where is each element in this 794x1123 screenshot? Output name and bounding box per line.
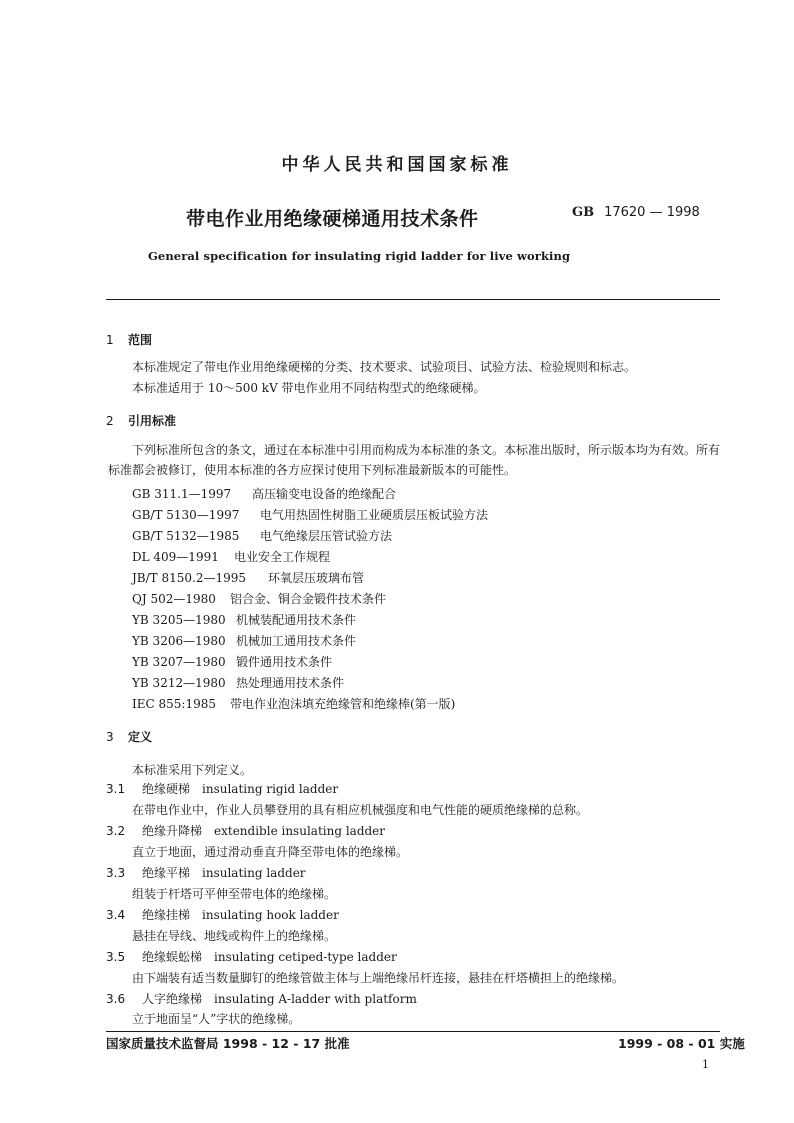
reference-code: JB/T 8150.2—1995 [132, 571, 247, 585]
section-1-heading [106, 331, 152, 348]
section-number: 2 [106, 414, 114, 428]
definition-heading [106, 905, 339, 925]
section-3-intro: 本标准采用下列定义。 [132, 763, 253, 777]
definition-term: 绝缘蜈蚣梯 [142, 950, 203, 964]
reference-code: IEC 855:1985 [132, 697, 216, 711]
reference-code: YB 3207—1980 [132, 655, 226, 669]
definition-heading [106, 989, 417, 1009]
standard-organization: 中华人民共和国国家标准 [281, 155, 513, 175]
reference-item [132, 505, 488, 525]
definition-heading [106, 779, 338, 799]
definition-number: 3.3 [106, 866, 126, 880]
definition-term-en: extendible insulating ladder [214, 824, 386, 838]
reference-item [132, 484, 396, 504]
reference-code: YB 3206—1980 [132, 634, 226, 648]
reference-code: GB 311.1—1997 [132, 487, 232, 501]
section-2-heading [106, 412, 176, 429]
definition-term: 绝缘挂梯 [142, 908, 191, 922]
definition-term: 人字绝缘梯 [142, 992, 203, 1006]
reference-item [132, 568, 364, 588]
definition-description: 由下端装有适当数量脚钉的绝缘管做主体与上端绝缘吊杆连接，悬挂在杆塔横担上的绝缘梯。 [132, 971, 625, 985]
implementation-date: 1999 - 08 - 01 实施 [618, 1036, 745, 1051]
definition-heading [106, 821, 385, 841]
definition-heading [106, 863, 306, 883]
definition-term: 绝缘硬梯 [142, 782, 191, 796]
standard-prefix: GB [572, 205, 595, 220]
definition-heading [106, 947, 397, 967]
definition-term: 绝缘平梯 [142, 866, 191, 880]
reference-title: 环氧层压玻璃布管 [268, 571, 365, 585]
document-title-en: General specification for insulating rigid ladder for live working [148, 249, 571, 263]
reference-item [132, 547, 330, 567]
definition-description: 在带电作业中，作业人员攀登用的具有相应机械强度和电气性能的硬质绝缘梯的总称。 [132, 803, 589, 817]
reference-item [132, 631, 356, 651]
reference-title: 机械装配通用技术条件 [236, 613, 357, 627]
definition-number: 3.4 [106, 908, 126, 922]
footer-rule [106, 1031, 720, 1032]
definition-description: 组装于杆塔可平伸至带电体的绝缘梯。 [132, 887, 337, 901]
standard-number [572, 205, 700, 220]
section-number: 3 [106, 730, 114, 744]
definition-number: 3.5 [106, 950, 126, 964]
page-number: 1 [702, 1058, 709, 1071]
reference-item [132, 589, 386, 609]
reference-title: 铝合金、铜合金锻件技术条件 [230, 592, 387, 606]
reference-title: 电气用热固性树脂工业硬质层压板试验方法 [260, 508, 489, 522]
section-title: 范围 [128, 333, 153, 347]
section-title: 引用标准 [128, 414, 177, 428]
reference-item [132, 526, 392, 546]
approval-date: 国家质量技术监督局 1998 - 12 - 17 批准 [106, 1036, 350, 1051]
document-title-cn: 带电作业用绝缘硬梯通用技术条件 [186, 208, 479, 230]
reference-title: 机械加工通用技术条件 [236, 634, 357, 648]
reference-item [132, 694, 455, 714]
definition-term: 绝缘升降梯 [142, 824, 203, 838]
section-1-paragraph: 本标准适用于 10～500 kV 带电作业用不同结构型式的绝缘硬梯。 [132, 381, 486, 395]
section-number: 1 [106, 333, 114, 347]
definition-number: 3.2 [106, 824, 126, 838]
reference-item [132, 652, 332, 672]
reference-item [132, 610, 356, 630]
definition-number: 3.6 [106, 992, 126, 1006]
reference-code: YB 3212—1980 [132, 676, 226, 690]
definition-description: 立于地面呈“人”字状的绝缘梯。 [132, 1012, 301, 1026]
definition-term-en: insulating ladder [202, 866, 306, 880]
reference-code: QJ 502—1980 [132, 592, 216, 606]
reference-title: 锻件通用技术条件 [236, 655, 333, 669]
definition-term-en: insulating cetiped-type ladder [214, 950, 397, 964]
section-3-heading [106, 728, 152, 745]
definition-term-en: insulating hook ladder [202, 908, 339, 922]
definition-term-en: insulating rigid ladder [202, 782, 339, 796]
definition-description: 悬挂在导线、地线或构件上的绝缘梯。 [132, 929, 337, 943]
reference-code: YB 3205—1980 [132, 613, 226, 627]
header-rule [106, 299, 720, 300]
reference-code: GB/T 5132—1985 [132, 529, 240, 543]
section-title: 定义 [128, 730, 153, 744]
section-2-intro: 下列标准所包含的条文，通过在本标准中引用而构成为本标准的条文。本标准出版时，所示版本均为有效。所有标准都会被修订，使用本标准的各方应探讨使用下列标准最新版本的可能性。 [108, 443, 721, 477]
definition-description: 直立于地面，通过滑动垂直升降至带电体的绝缘梯。 [132, 845, 409, 859]
reference-title: 带电作业泡沫填充绝缘管和绝缘棒(第一版) [230, 697, 456, 711]
standard-number-value: 17620 — 1998 [604, 205, 700, 220]
reference-title: 热处理通用技术条件 [236, 676, 345, 690]
definition-number: 3.1 [106, 782, 126, 796]
reference-title: 电业安全工作规程 [234, 550, 331, 564]
reference-code: GB/T 5130—1997 [132, 508, 240, 522]
definition-term-en: insulating A-ladder with platform [214, 992, 417, 1006]
reference-item [132, 673, 344, 693]
reference-title: 高压输变电设备的绝缘配合 [252, 487, 397, 501]
reference-title: 电气绝缘层压管试验方法 [260, 529, 393, 543]
reference-code: DL 409—1991 [132, 550, 219, 564]
section-1-paragraph: 本标准规定了带电作业用绝缘硬梯的分类、技术要求、试验项目、试验方法、检验规则和标志。 [132, 360, 637, 374]
